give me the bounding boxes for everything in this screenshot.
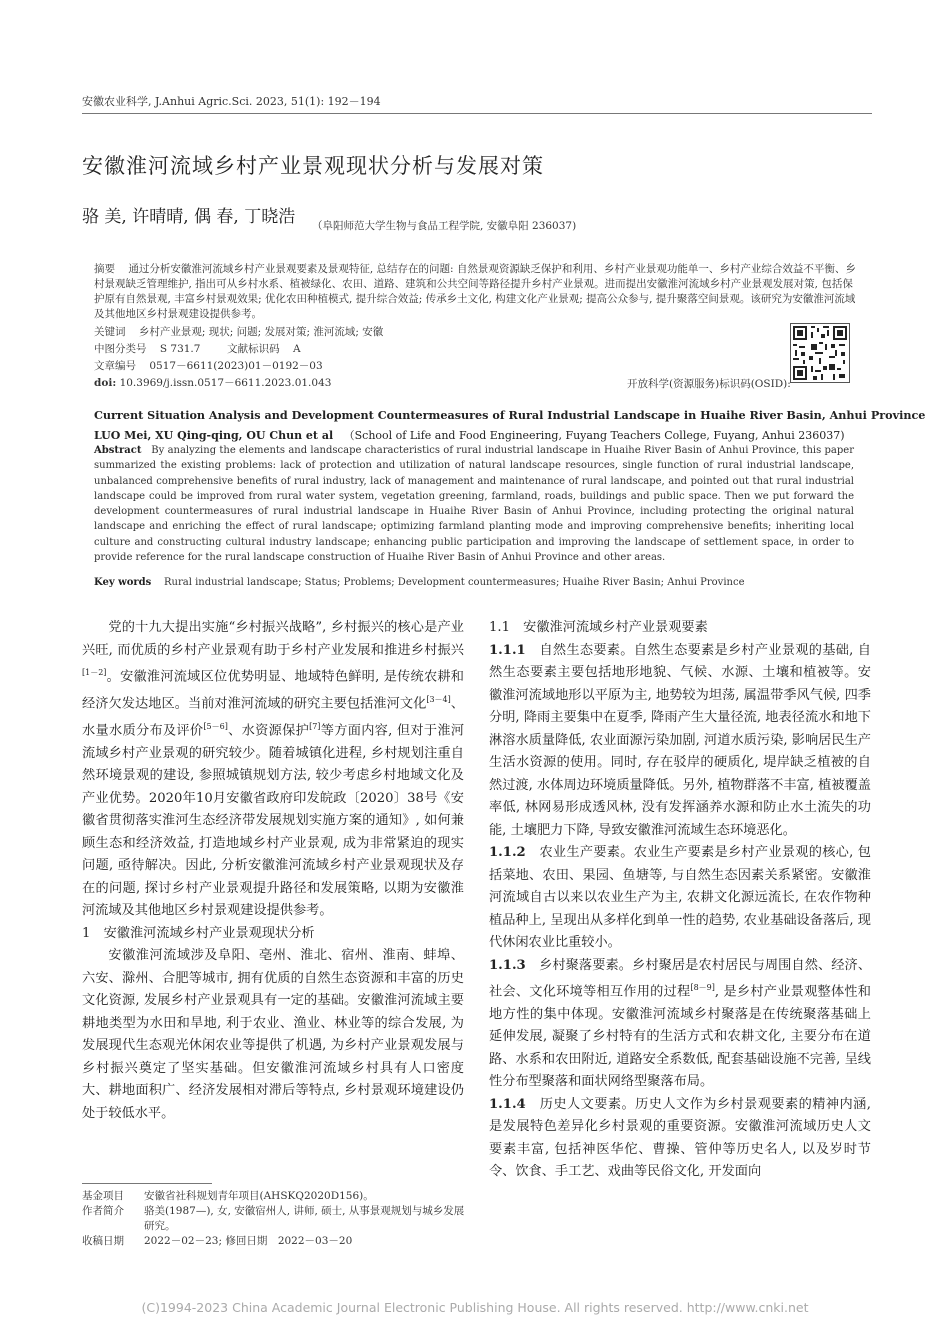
doc-code-label: 文献标识码 [227, 343, 280, 355]
right-column [489, 617, 871, 1184]
fund-note: 基金项目 安徽省社科规划青年项目(AHSKQ2020D156)。 [82, 1190, 374, 1202]
qr-code-icon [791, 324, 849, 382]
date-note: 收稿日期 2022－02－23; 修回日期 2022－03－20 [82, 1235, 353, 1247]
citation-ref[interactable]: [3－4] [426, 694, 451, 704]
citation-ref[interactable]: [7] [309, 721, 321, 731]
article-no-label: 文章编号 [94, 360, 136, 372]
english-title: Current Situation Analysis and Development Countermeasures of Rural Industrial Landscape in Huaihe River Basin, Anhui Province [94, 408, 926, 422]
affiliation: （阜阳师范大学生物与食品工程学院, 安徽阜阳 236037) [312, 220, 577, 232]
intro-paragraph: 党的十九大提出实施“乡村振兴战略”, 乡村振兴的核心是产业兴旺, 而优质的乡村产业景观有助于乡村产业发展和推进乡村振兴[1－2]。安徽淮河流域区位优势明显、地域特色鲜明, 是传统农耕和经济欠发达地区。当前对淮河流域的研究主要包括淮河文化[3－4]、水量水质分布及评价[5－6]、水资源保护[7]等方面内容, 但对于淮河流域乡村产业景观的研究较少。随着城镇化进程, 乡村规划注重自然环境景观的建设, 参照城镇规划方法, 较少考虑乡村地域文化及产业优势。2020年10月安徽省政府印发皖政〔2020〕38号《安徽省贯彻落实淮河生态经济带发展规划实施方案的通知》, 如何兼顾生态和经济效益, 打造地域乡村产业景观, 成为非常紧迫的现实问题, 亟待解决。因此, 分析安徽淮河流域乡村产业景观现状及存在的问题, 探讨乡村产业景观提升路径和发展策略, 以期为安徽淮河流域及其他地区乡村景观建设提供参考。 [82, 620, 465, 919]
article-no-line [94, 358, 323, 373]
english-authors: LUO Mei, XU Qing-qing, OU Chun et al [94, 429, 334, 442]
english-affiliation: （School of Life and Food Engineering, Fuyang Teachers College, Fuyang, Anhui 236037) [343, 429, 845, 442]
header-divider [82, 113, 872, 114]
clc-line [94, 341, 301, 356]
authors: 骆 美, 许晴晴, 偶 春, 丁晓浩 [82, 207, 296, 227]
english-abstract [94, 443, 854, 565]
section-1-1-1: 1.1.1 自然生态要素。自然生态要素是乡村产业景观的基础, 自然生态要素主要包括地形地貌、气候、水源、土壤和植被等。安徽淮河流域地形以平原为主, 地势较为坦荡, 属温带季风气候, 四季分明, 降雨主要集中在夏季, 降雨产生大量径流, 地表径流水和地下淋溶水质量降低, 农业面源污染加剧, 河道水质污染, 影响居民生产生活水资源的使用。同时, 存在驳岸的硬质化, 堤岸缺乏植被的自然过渡, 水体周边环境质量降低。另外, 植物群落不丰富, 植被覆盖率低, 林网易形成透风林, 没有发挥涵养水源和防止水土流失的功能, 土壤肥力下降, 导致安徽淮河流域生态环境恶化。 [489, 642, 871, 838]
english-keywords-text: Rural industrial landscape; Status; Problems; Development countermeasures; Huaihe River Basin; Anhui Province [164, 577, 745, 588]
english-keywords-label: Key words [94, 577, 152, 588]
keywords-cn-text: 乡村产业景观; 现状; 问题; 发展对策; 淮河流域; 安徽 [138, 326, 384, 338]
clc-value: S 731.7 [159, 343, 201, 355]
keywords-cn-label: 关键词 [94, 326, 126, 338]
copyright-footer: (C)1994-2023 China Academic Journal Electronic Publishing House. All rights reserved. http://www.cnki.net [141, 1300, 809, 1315]
citation-ref[interactable]: [1－2] [82, 668, 107, 677]
article-no-value: 0517－6611(2023)01－0192－03 [149, 360, 323, 372]
section-1-1-2: 1.1.2 农业生产要素。农业生产要素是乡村产业景观的核心, 包括菜地、农田、果园、鱼塘等, 与自然生态因素关系紧密。安徽淮河流域自古以来以农业生产为主, 农耕文化源远流长, 在农作物种植品种上, 呈现出从多样化到单一性的趋势, 农业基础设备落后, 现代休闲农业比重较小。 [489, 845, 871, 950]
left-column [82, 617, 464, 1125]
abstract-cn-label: 摘要 [94, 263, 115, 275]
english-authors-line [94, 427, 845, 443]
abstract-cn-text: 通过分析安徽淮河流域乡村产业景观要素及景观特征, 总结存在的问题: 自然景观资源缺乏保护和利用、乡村产业景观功能单一、乡村产业综合效益不平衡、乡村景观缺乏管理维护, 指出可从乡村水系、植被绿化、农田、道路、建筑和公共空间等路径提升乡村产业景观。进而提出安徽淮河流域乡村产业景观发展对策, 包括保护原有自然景观, 丰富乡村景观效果; 优化农田种植模式, 提升综合效益; 传承乡土文化, 构建文化产业景观; 提高公众参与, 提升聚落空间景观。该研究为安徽淮河流域及其他地区乡村景观建设提供参考。 [94, 263, 856, 320]
section-1-1-heading: 1.1 安徽淮河流域乡村产业景观要素 [489, 620, 708, 635]
keywords-cn [94, 324, 383, 339]
doi-label: doi: [94, 377, 117, 389]
clc-label: 中图分类号 [94, 343, 147, 355]
doi-value: 10.3969/j.issn.0517－6611.2023.01.043 [119, 377, 332, 389]
english-abstract-label: Abstract [94, 445, 142, 456]
doc-code-value: A [293, 343, 301, 355]
paper-title: 安徽淮河流域乡村产业景观现状分析与发展对策 [82, 154, 544, 178]
section-1-1-4: 1.1.4 历史人文要素。历史人文作为乡村景观要素的精神内涵, 是发展特色差异化乡村景观的重要资源。安徽淮河流域历史人文要素丰富, 包括神医华佗、曹操、管仲等历史名人, 以及岁时节令、饮食、手工艺、戏曲等民俗文化, 开发面向 [489, 1096, 872, 1180]
footnote-divider [82, 1183, 212, 1184]
abstract-cn [94, 262, 856, 322]
osid-label: 开放科学(资源服务)标识码(OSID): [627, 378, 791, 390]
doi-line [94, 375, 331, 390]
journal-citation: 安徽农业科学, J.Anhui Agric.Sci. 2023, 51(1): 192－194 [82, 95, 381, 108]
footnotes [82, 1189, 472, 1249]
citation-ref[interactable]: [5－6] [203, 721, 228, 731]
qr-code [790, 323, 850, 383]
english-keywords [94, 577, 744, 588]
author-note: 作者简介 骆美(1987—), 女, 安徽宿州人, 讲师, 硕士, 从事景观规划与城乡发展研究。 [82, 1205, 465, 1232]
citation-ref[interactable]: [8－9] [690, 983, 715, 992]
section-1-1-3: 1.1.3 乡村聚落要素。乡村聚居是农村居民与周围自然、经济、社会、文化环境等相互作用的过程[8－9], 是乡村产业景观整体性和地方性的集中体现。安徽淮河流域乡村聚落是在传统聚落基础上延伸发展, 凝聚了乡村特有的生活方式和农耕文化, 主要分布在道路、水系和农田附近, 道路安全系数低, 配套基础设施不完善, 呈线性分布型聚落和面状网络型聚落布局。 [489, 957, 872, 1090]
english-abstract-text: By analyzing the elements and landscape characteristics of rural industrial landscape in Huaihe River Basin of Anhui Province, this paper summarized the existing problems: lack of protection and utilization of natural landscape resources, single function of rural industrial landscape, unbalanced comprehensive benefits of rural industry, lack of management and maintenance of rural landscape, and pointed out that rural industrial landscape could be improved from rural water system, vegetation greening, farmland, roads, buildings and public space. Then we put forward the development countermeasures of rural industrial landscape in Huaihe River Basin of Anhui Province, including protecting the original natural landscape and enriching the effect of rural landscape; optimizing farmland planting mode and improving comprehensive benefits; inheriting local culture and constructing cultural industry landscape; enhancing public participation and improving the landscape of settlement space, in order to provide reference for the rural landscape construction of Huaihe River Basin of Anhui Province and other areas. [94, 445, 854, 564]
section-1-heading: 1 安徽淮河流域乡村产业景观现状分析 [82, 925, 315, 941]
section-1-paragraph: 安徽淮河流域涉及阜阳、亳州、淮北、宿州、淮南、蚌埠、六安、滁州、合肥等城市, 拥有优质的自然生态资源和丰富的历史文化资源, 发展乡村产业景观具有一定的基础。安徽淮河流域主要耕地类型为水田和旱地, 利于农业、渔业、林业等的综合发展, 为发展现代生态观光休闲农业等提供了机遇, 为乡村产业景观发展与乡村振兴奠定了坚实基础。但安徽淮河流域乡村具有人口密度大、耕地面积广、经济发展相对滞后等特点, 乡村景观环境建设仍处于较低水平。 [82, 948, 464, 1121]
